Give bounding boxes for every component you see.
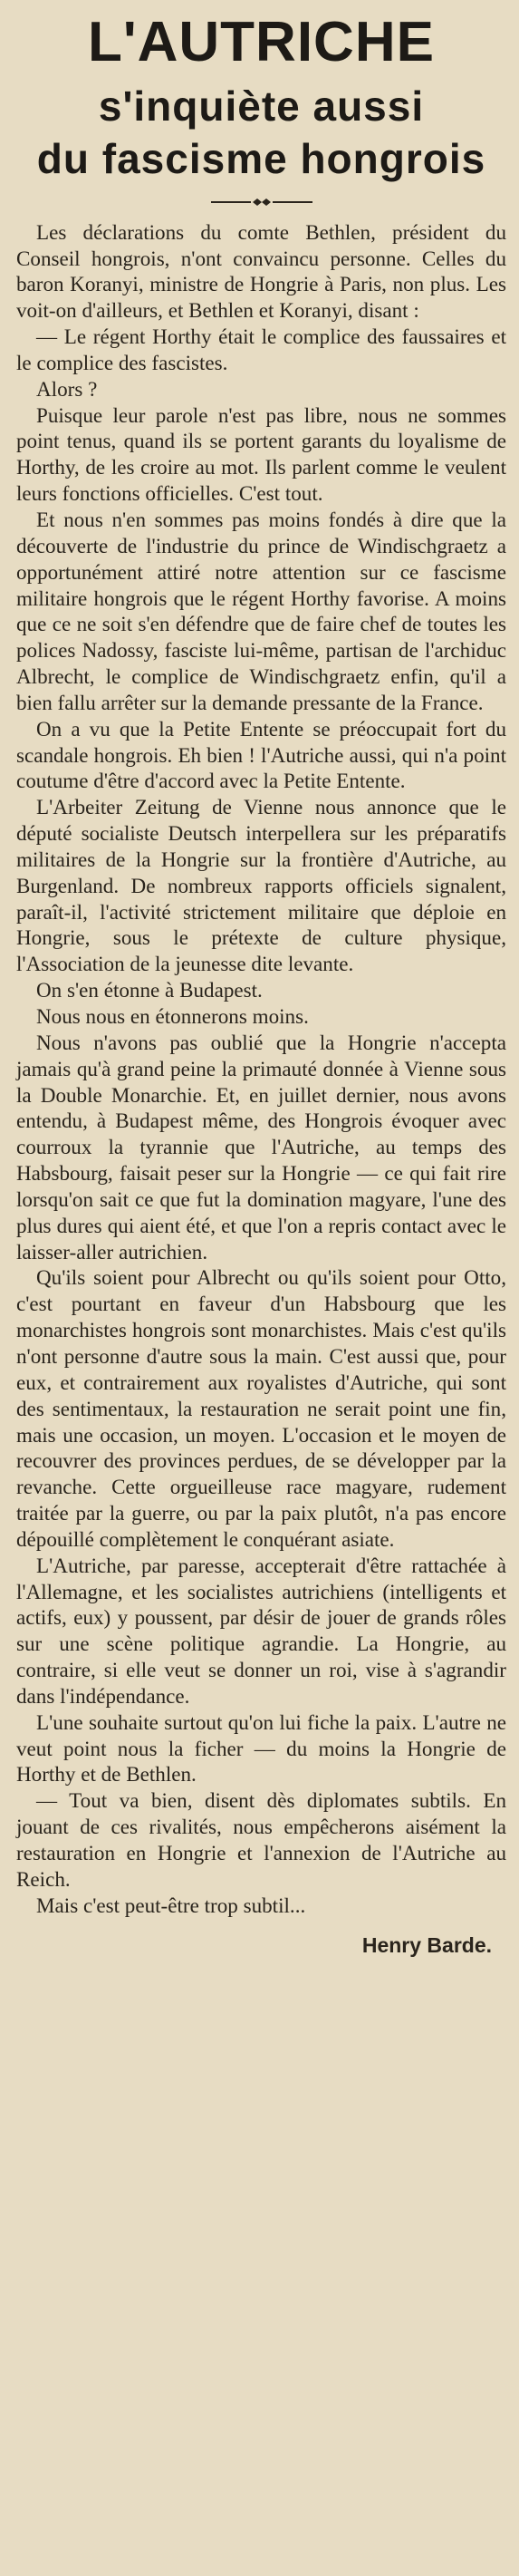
article-paragraph: Nous n'avons pas oublié que la Hongrie n'accepta jamais qu'à grand peine la primauté donnée à Vienne sous la Double Monarchie. Et, en juillet dernier, nous avons entendu, à Budapest même, des Hongrois évoquer avec courroux la tyrannie que l'Autriche, au temps des Habsbourg, faisait peser sur la Hongrie — ce qui fait rire lorsqu'on sait ce que fut la domination magyare, l'une des plus dures qui aient été, et que l'on a repris contact avec le laisser-aller autrichien. xyxy=(16,1030,506,1264)
article-paragraph: On s'en étonne à Budapest. xyxy=(36,978,263,1002)
headline-line-2: s'inquiète aussi xyxy=(98,82,425,131)
article-paragraph: — Le régent Horthy était le complice des faussaires et le complice des fascistes. xyxy=(16,324,506,374)
headline-line-3: du fascisme hongrois xyxy=(36,135,486,183)
article-body xyxy=(16,219,506,1919)
article-paragraph: L'une souhaite surtout qu'on lui fiche la paix. L'autre ne veut point nous la ficher — du moins la Hongrie de Horthy et de Bethlen. xyxy=(16,1709,506,1787)
author-signature: Henry Barde. xyxy=(361,1932,492,1957)
article-paragraph: Puisque leur parole n'est pas libre, nous ne sommes point tenus, quand ils se portent garants du loyalisme de Horthy, de les croire au mot. Ils parlent comme le veulent leurs fonctions officielles. C'est tout. xyxy=(16,402,506,506)
article-paragraph: — Tout va bien, disent dès diplomates subtils. En jouant de ces rivalités, nous empêcherons aisément la restauration en Hongrie et l'annexion de l'Autriche au Reich. xyxy=(16,1788,506,1891)
article-paragraph: On a vu que la Petite Entente se préoccupait fort du scandale hongrois. Eh bien ! l'Autriche aussi, qui n'a point coutume d'être d'accord avec la Petite Entente. xyxy=(16,716,506,793)
ornament-rule-icon xyxy=(211,198,312,207)
article-paragraph: Nous nous en étonnerons moins. xyxy=(36,1004,309,1028)
headline-line-1: L'AUTRICHE xyxy=(88,11,435,73)
article-paragraph: Les déclarations du comte Bethlen, président du Conseil hongrois, n'ont convaincu personne. Celles du baron Koranyi, ministre de Hongrie à Paris, non plus. Les voit-on d'ailleurs, et Bethlen et Koranyi, disant : xyxy=(16,219,506,323)
ornamental-divider xyxy=(16,198,506,207)
article-paragraph: Qu'ils soient pour Albrecht ou qu'ils soient pour Otto, c'est pourtant en faveur d'un Habsbourg que les monarchistes hongrois sont monarchistes. Mais c'est qu'ils n'ont personne d'autre sous la main. C'est aussi que, pour eux, et contrairement aux royalistes d'Autriche, qui sont des sentimentaux, la restauration ne serait point une fin, mais une occasion, un moyen. L'occasion et le moyen de recouvrer des provinces perdues, de se développer par la revanche. Cette orgueilleuse race magyare, rudement traitée par la guerre, ou par la paix plutôt, n'a pas encore dépouillé complètement le conquérant asiate. xyxy=(16,1265,506,1551)
article-paragraph: Mais c'est peut-être trop subtil... xyxy=(36,1893,306,1917)
article-paragraph: L'Autriche, par paresse, accepterait d'être rattachée à l'Allemagne, et les socialistes autrichiens (intelligents et actifs, eux) y poussent, par désir de jouer de grands rôles sur une scène politique agrandie. La Hongrie, au contraire, si elle veut se donner un roi, vise à s'agrandir dans l'indépendance. xyxy=(16,1553,506,1708)
article-paragraph: L'Arbeiter Zeitung de Vienne nous annonce que le député socialiste Deutsch interpellera sur les préparatifs militaires de la Hongrie sur la frontière d'Autriche, au Burgenland. De nombreux rapports officiels signalent, paraît-il, l'activité strictement militaire que déploie en Hongrie, sous le prétexte de culture physique, l'Association de la jeunesse dite levante. xyxy=(16,795,506,976)
article-paragraph: Et nous n'en sommes pas moins fondés à dire que la découverte de l'industrie du prince de Windischgraetz a opportunément attiré notre attention sur ce fascisme militaire hongrois que le régent Horthy favorise. A moins que ce ne soit s'en défendre que de faire chef de toutes les polices Nadossy, fasciste lui-même, partisan de l'archiduc Albrecht, le complice de Windischgraetz enfin, qu'il a bien fallu arrêter sur la demande pressante de la France. xyxy=(16,507,506,714)
article-paragraph: Alors ? xyxy=(36,376,98,401)
